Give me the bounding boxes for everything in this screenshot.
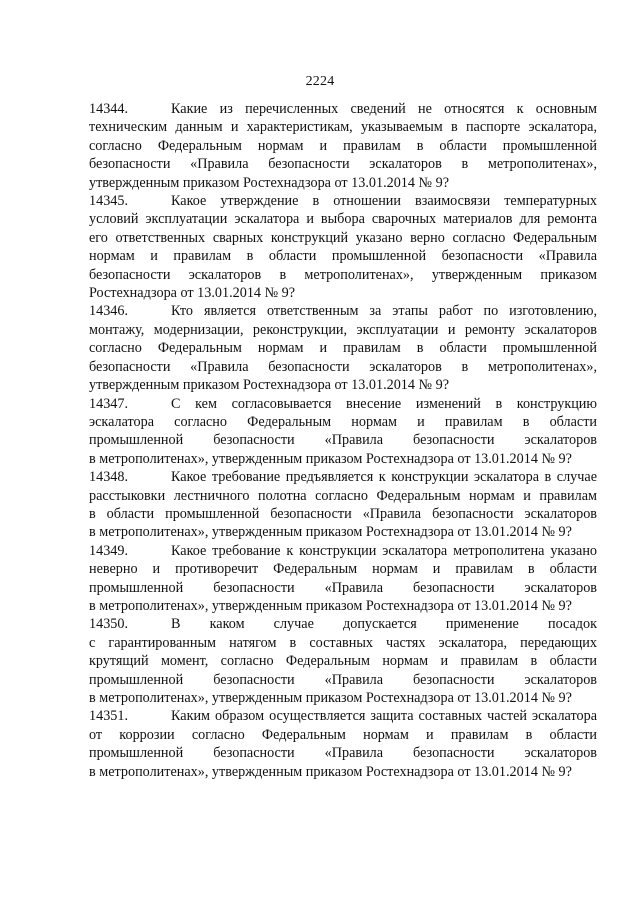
question-text-line: техническим данным и характеристикам, указываемым в паспорте эскалатора,	[89, 119, 597, 136]
question-item	[89, 707, 597, 781]
page-number: 2224	[305, 74, 335, 89]
question-number: 14350.	[89, 616, 129, 633]
question-text-line: нормам и правилам в области промышленной безопасности «Правила	[89, 248, 597, 265]
question-number: 14348.	[89, 469, 129, 486]
question-text-line: Какое требование предъявляется к конструкции эскалатора в случае	[171, 469, 597, 486]
question-text-line: согласно Федеральным нормам и правилам в области промышленной	[89, 137, 597, 154]
question-text-line: промышленной безопасности «Правила безопасности эскалаторов	[89, 432, 597, 449]
question-number: 14345.	[89, 193, 129, 210]
question-text-line: С кем согласовывается внесение изменений в конструкцию	[171, 395, 597, 412]
question-text-line: монтажу, модернизации, реконструкции, эксплуатации и ремонту эскалаторов	[89, 321, 597, 338]
question-text-line: его ответственных сварных конструкций указано верно согласно Федеральным	[89, 229, 597, 246]
question-text-line: утвержденным приказом Ростехнадзора от 13.01.2014 № 9?	[89, 377, 450, 394]
question-text-line: от коррозии согласно Федеральным нормам и правилам в области	[89, 726, 597, 743]
question-text-line: крутящий момент, согласно Федеральным нормам и правилам в области	[89, 653, 597, 670]
question-item	[89, 615, 597, 707]
question-text-line: утвержденным приказом Ростехнадзора от 13.01.2014 № 9?	[89, 174, 450, 191]
question-item	[89, 100, 597, 192]
question-text-line: безопасности «Правила безопасности эскалаторов в метрополитенах»,	[89, 358, 597, 375]
question-item	[89, 302, 597, 394]
question-text-line: промышленной безопасности «Правила безопасности эскалаторов	[89, 745, 597, 762]
question-number: 14351.	[89, 708, 129, 725]
question-text-line: Каким образом осуществляется защита составных частей эскалатора	[171, 708, 597, 725]
question-item	[89, 542, 597, 616]
question-text-line: условий эксплуатации эскалатора и выбора сварочных материалов для ремонта	[89, 211, 597, 228]
question-item	[89, 468, 597, 542]
question-text-line: в метрополитенах», утвержденным приказом Ростехнадзора от 13.01.2014 № 9?	[89, 690, 572, 706]
question-text-line: согласно Федеральным нормам и правилам в области промышленной	[89, 340, 597, 357]
question-text-line: в метрополитенах», утвержденным приказом Ростехнадзора от 13.01.2014 № 9?	[89, 450, 572, 467]
question-text-line: промышленной безопасности «Правила безопасности эскалаторов	[89, 671, 597, 688]
question-text-line: Кто является ответственным за этапы работ по изготовлению,	[171, 303, 597, 320]
question-text-line: в области промышленной безопасности «Правила безопасности эскалаторов	[89, 505, 597, 522]
question-number: 14347.	[89, 395, 129, 412]
question-text-line: Какие из перечисленных сведений не относятся к основным	[171, 101, 597, 117]
question-item	[89, 395, 597, 469]
question-text-line: Какое требование к конструкции эскалатора метрополитена указано	[171, 542, 597, 559]
question-number: 14344.	[89, 101, 129, 117]
question-number: 14346.	[89, 303, 129, 320]
question-text-line: Какое утверждение в отношении взаимосвязи температурных	[171, 193, 597, 210]
question-text-line: В каком случае допускается применение посадок	[171, 616, 597, 633]
question-number: 14349.	[89, 542, 129, 559]
question-item	[89, 192, 597, 302]
question-text-line: с гарантированным натягом в составных частях эскалатора, передающих	[89, 634, 597, 651]
question-text-line: в метрополитенах», утвержденным приказом Ростехнадзора от 13.01.2014 № 9?	[89, 524, 572, 541]
question-text-line: в метрополитенах», утвержденным приказом Ростехнадзора от 13.01.2014 № 9?	[89, 763, 572, 780]
question-list	[89, 100, 597, 781]
question-text-line: расстыковки лестничного полотна согласно Федеральным нормам и правилам	[89, 487, 597, 504]
question-text-line: в метрополитенах», утвержденным приказом Ростехнадзора от 13.01.2014 № 9?	[89, 597, 572, 614]
question-text-line: безопасности эскалаторов в метрополитенах», утвержденным приказом	[89, 266, 597, 283]
question-text-line: неверно и противоречит Федеральным нормам и правилам в области	[89, 561, 597, 578]
question-text-line: промышленной безопасности «Правила безопасности эскалаторов	[89, 579, 597, 596]
question-text-line: безопасности «Правила безопасности эскалаторов в метрополитенах»,	[89, 156, 597, 173]
question-text-line: Ростехнадзора от 13.01.2014 № 9?	[89, 285, 296, 302]
question-text-line: эскалатора согласно Федеральным нормам и правилам в области	[89, 413, 597, 430]
